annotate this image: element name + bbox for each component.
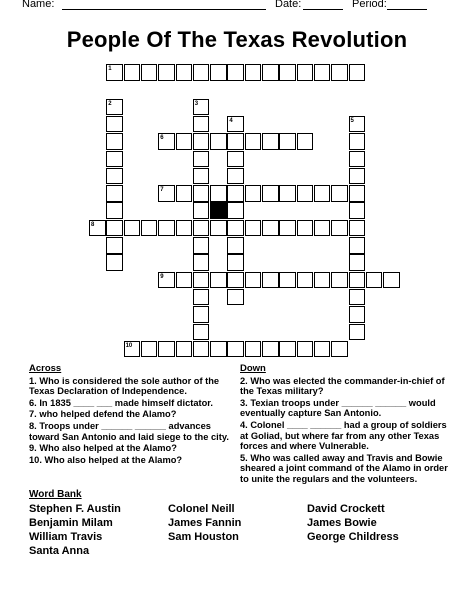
crossword-cell[interactable] bbox=[297, 133, 314, 150]
word-bank-item: Santa Anna bbox=[29, 545, 90, 557]
crossword-cell[interactable] bbox=[349, 254, 366, 271]
crossword-cell[interactable] bbox=[227, 289, 244, 306]
clue-across-10: 10. Who also helped at the Alamo? bbox=[29, 454, 183, 465]
crossword-cell[interactable] bbox=[227, 64, 244, 81]
crossword-cell[interactable] bbox=[297, 220, 314, 237]
crossword-cell[interactable] bbox=[349, 185, 366, 202]
crossword-cell[interactable] bbox=[349, 64, 366, 81]
clue-down-4: 4. Colonel ____ ______ had a group of soldiers at Goliad, but where far from any other Texas forces and where Vulnerable. bbox=[240, 419, 447, 452]
crossword-cell[interactable] bbox=[245, 64, 262, 81]
crossword-cell[interactable] bbox=[349, 324, 366, 341]
crossword-cell[interactable] bbox=[314, 341, 331, 358]
word-bank-item: Colonel Neill bbox=[168, 503, 235, 515]
crossword-cell[interactable] bbox=[314, 272, 331, 289]
crossword-cell[interactable] bbox=[124, 220, 141, 237]
crossword-cell[interactable] bbox=[227, 220, 244, 237]
clue-number: 10 bbox=[125, 342, 133, 349]
crossword-cell[interactable] bbox=[297, 272, 314, 289]
crossword-cell[interactable] bbox=[210, 341, 227, 358]
word-bank-item: Stephen F. Austin bbox=[29, 503, 121, 515]
word-bank-item: Sam Houston bbox=[168, 531, 239, 543]
black-square bbox=[210, 202, 227, 219]
across-heading: Across bbox=[29, 363, 62, 374]
crossword-cell[interactable] bbox=[331, 272, 348, 289]
crossword-cell[interactable] bbox=[349, 220, 366, 237]
crossword-cell[interactable] bbox=[349, 237, 366, 254]
crossword-cell[interactable] bbox=[227, 151, 244, 168]
clue-down-3: 3. Texian troops under ______ ______ would eventually capture San Antonio. bbox=[240, 397, 436, 419]
crossword-cell[interactable] bbox=[210, 272, 227, 289]
crossword-cell[interactable] bbox=[245, 220, 262, 237]
word-bank-item: Benjamin Milam bbox=[29, 517, 113, 529]
word-bank-item: William Travis bbox=[29, 531, 103, 543]
crossword-cell[interactable] bbox=[227, 168, 244, 185]
crossword-cell[interactable] bbox=[245, 133, 262, 150]
crossword-cell[interactable] bbox=[227, 185, 244, 202]
crossword-cell[interactable] bbox=[227, 341, 244, 358]
crossword-cell[interactable] bbox=[106, 237, 123, 254]
crossword-cell[interactable] bbox=[227, 202, 244, 219]
clue-number: 2 bbox=[108, 100, 112, 107]
clue-number: 1 bbox=[108, 66, 112, 72]
clue-across-7: 7. who helped defend the Alamo? bbox=[29, 409, 177, 420]
crossword-cell[interactable] bbox=[193, 289, 210, 306]
crossword-cell[interactable] bbox=[297, 185, 314, 202]
crossword-cell[interactable] bbox=[227, 254, 244, 271]
crossword-cell[interactable] bbox=[193, 341, 210, 358]
word-bank-item: James Bowie bbox=[307, 517, 377, 529]
clue-across-1: 1. Who is considered the sole author of the Texas Declaration of Independence. bbox=[29, 375, 220, 397]
clue-number: 8 bbox=[91, 221, 95, 228]
crossword-cell[interactable] bbox=[314, 220, 331, 237]
crossword-cell[interactable] bbox=[176, 272, 193, 289]
crossword-cell[interactable] bbox=[245, 272, 262, 289]
crossword-cell[interactable] bbox=[262, 185, 279, 202]
clue-down-2: 2. Who was elected the commander-in-chief of the Texas military? bbox=[240, 375, 445, 397]
crossword-cell[interactable] bbox=[245, 185, 262, 202]
crossword-cell[interactable] bbox=[176, 64, 193, 81]
crossword-cell[interactable] bbox=[124, 64, 141, 81]
crossword-cell[interactable] bbox=[210, 220, 227, 237]
clue-number: 7 bbox=[160, 187, 164, 194]
crossword-cell[interactable] bbox=[279, 64, 296, 81]
crossword-cell[interactable] bbox=[158, 341, 175, 358]
crossword-cell[interactable] bbox=[331, 64, 348, 81]
crossword-cell[interactable] bbox=[349, 306, 366, 323]
clue-across-6: 6. In 1835 ____ ___ made himself dictator. bbox=[29, 397, 213, 408]
word-bank-item: James Fannin bbox=[168, 517, 242, 529]
crossword-cell[interactable] bbox=[193, 254, 210, 271]
crossword-cell[interactable] bbox=[331, 185, 348, 202]
crossword-cell[interactable] bbox=[141, 341, 158, 358]
crossword-cell[interactable] bbox=[349, 151, 366, 168]
word-bank-item: David Crockett bbox=[307, 503, 385, 515]
crossword-cell[interactable] bbox=[176, 220, 193, 237]
clue-number: 9 bbox=[160, 273, 164, 280]
crossword-cell[interactable] bbox=[193, 185, 210, 202]
crossword-cell[interactable] bbox=[106, 116, 123, 133]
clue-across-9: 9. Who also helped at the Alamo? bbox=[29, 443, 177, 454]
crossword-cell[interactable] bbox=[279, 133, 296, 150]
crossword-cell[interactable] bbox=[383, 272, 400, 289]
crossword-cell[interactable] bbox=[106, 133, 123, 150]
crossword-cell[interactable] bbox=[349, 272, 366, 289]
crossword-cell[interactable] bbox=[193, 324, 210, 341]
crossword-cell[interactable] bbox=[141, 220, 158, 237]
crossword-cell[interactable] bbox=[349, 202, 366, 219]
crossword-cell[interactable] bbox=[262, 272, 279, 289]
crossword-cell[interactable] bbox=[106, 202, 123, 219]
crossword-cell[interactable] bbox=[106, 220, 123, 237]
crossword-cell[interactable] bbox=[245, 341, 262, 358]
clue-number: 3 bbox=[194, 100, 199, 107]
date-label: Date: bbox=[275, 0, 302, 10]
crossword-cell[interactable] bbox=[141, 64, 158, 81]
crossword-cell[interactable] bbox=[193, 220, 210, 237]
crossword-cell[interactable] bbox=[210, 133, 227, 150]
page-title: People Of The Texas Revolution bbox=[66, 27, 408, 52]
crossword-cell[interactable] bbox=[262, 341, 279, 358]
crossword-cell[interactable] bbox=[349, 168, 366, 185]
crossword-cell[interactable] bbox=[193, 133, 210, 150]
crossword-cell[interactable] bbox=[279, 220, 296, 237]
crossword-cell[interactable] bbox=[297, 64, 314, 81]
clue-down-5: 5. Who was called away and Travis and Bowie sheared a joint command of the Alamo in order to unite the regulars and the volunteers. bbox=[240, 452, 448, 484]
crossword-cell[interactable] bbox=[314, 185, 331, 202]
across-clues bbox=[29, 364, 229, 466]
crossword-cell[interactable] bbox=[349, 289, 366, 306]
crossword-cell[interactable] bbox=[227, 272, 244, 289]
crossword-cell[interactable] bbox=[279, 185, 296, 202]
crossword-cell[interactable] bbox=[158, 64, 175, 81]
crossword-cell[interactable] bbox=[262, 64, 279, 81]
crossword-cell[interactable] bbox=[176, 185, 193, 202]
crossword-cell[interactable] bbox=[227, 133, 244, 150]
clue-number: 6 bbox=[160, 135, 164, 142]
down-heading: Down bbox=[240, 363, 266, 374]
crossword-cell[interactable] bbox=[297, 341, 314, 358]
crossword-cell[interactable] bbox=[106, 151, 123, 168]
crossword-cell[interactable] bbox=[106, 168, 123, 185]
crossword-cell[interactable] bbox=[193, 237, 210, 254]
period-label: Period: bbox=[352, 0, 387, 10]
crossword-cell[interactable] bbox=[193, 151, 210, 168]
crossword-cell[interactable] bbox=[366, 272, 383, 289]
crossword-cell[interactable] bbox=[331, 341, 348, 358]
crossword-cell[interactable] bbox=[193, 306, 210, 323]
crossword-cell[interactable] bbox=[262, 220, 279, 237]
crossword-cell[interactable] bbox=[227, 237, 244, 254]
crossword-cell[interactable] bbox=[158, 220, 175, 237]
word-bank-heading: Word Bank bbox=[29, 489, 82, 500]
crossword-cell[interactable] bbox=[314, 64, 331, 81]
crossword-cell[interactable] bbox=[331, 220, 348, 237]
crossword-cell[interactable] bbox=[193, 202, 210, 219]
crossword-cell[interactable] bbox=[279, 341, 296, 358]
word-bank-item: George Childress bbox=[307, 531, 399, 543]
name-label: Name: bbox=[22, 0, 55, 10]
crossword-cell[interactable] bbox=[193, 168, 210, 185]
crossword-cell[interactable] bbox=[193, 116, 210, 133]
clue-number: 5 bbox=[350, 117, 354, 124]
crossword-cell[interactable] bbox=[210, 64, 227, 81]
crossword-cell[interactable] bbox=[176, 133, 193, 150]
crossword-cell[interactable] bbox=[106, 185, 123, 202]
clue-number: 4 bbox=[229, 117, 233, 124]
crossword-cell[interactable] bbox=[349, 133, 366, 150]
crossword-cell[interactable] bbox=[176, 341, 193, 358]
down-clues bbox=[240, 364, 450, 486]
crossword-cell[interactable] bbox=[193, 64, 210, 81]
crossword-cell[interactable] bbox=[210, 185, 227, 202]
crossword-cell[interactable] bbox=[279, 272, 296, 289]
clue-across-8: 8. Troops under ______ ______ advances toward San Antonio and laid siege to the city. bbox=[29, 420, 229, 442]
crossword-cell[interactable] bbox=[193, 272, 210, 289]
crossword-cell[interactable] bbox=[262, 133, 279, 150]
crossword-cell[interactable] bbox=[106, 254, 123, 271]
